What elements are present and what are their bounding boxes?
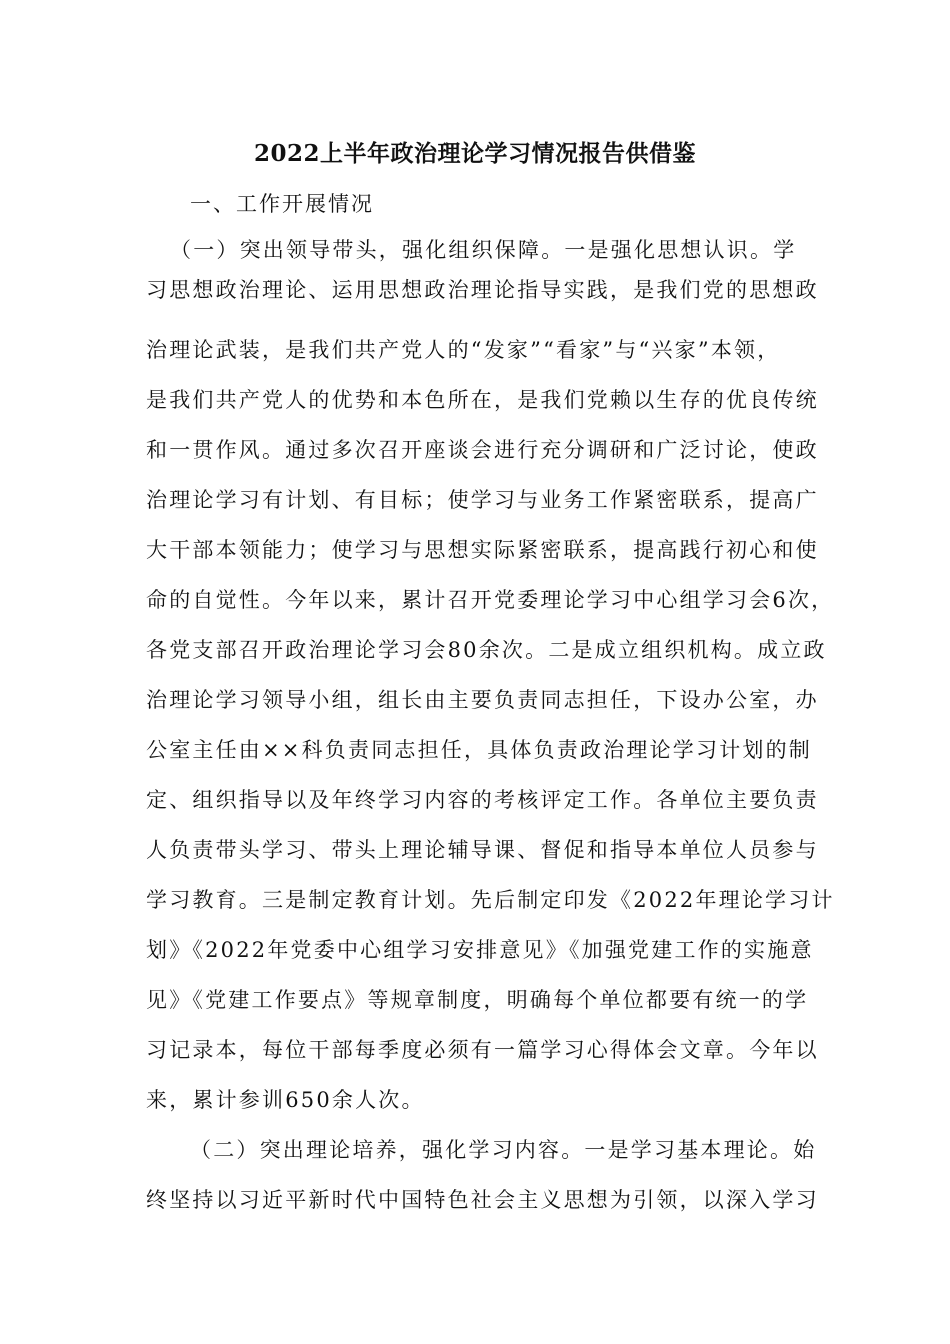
paragraph-line: （二）突出理论培养，强化学习内容。一是学习基本理论。始 <box>190 1138 817 1162</box>
paragraph-line: 见》《党建工作要点》等规章制度，明确每个单位都要有统一的学 <box>146 988 809 1012</box>
paragraph-line: 命的自觉性。今年以来，累计召开党委理论学习中心组学习会6次， <box>146 588 835 612</box>
paragraph-line: （一）突出领导带头，强化组织保障。一是强化思想认识。学 <box>170 238 797 262</box>
paragraph-line: 来，累计参训650余人次。 <box>146 1088 425 1112</box>
paragraph-line: 是我们共产党人的优势和本色所在，是我们党赖以生存的优良传统 <box>146 388 819 412</box>
paragraph-line: 人负责带头学习、带头上理论辅导课、督促和指导本单位人员参与 <box>146 838 819 862</box>
paragraph-line: 习思想政治理论、运用思想政治理论指导实践，是我们党的思想政 <box>146 278 819 302</box>
paragraph-line: 划》《2022年党委中心组学习安排意见》《加强党建工作的实施意 <box>146 938 814 962</box>
paragraph-line: 公室主任由××科负责同志担任，具体负责政治理论学习计划的制 <box>146 738 812 762</box>
paragraph-line: 定、组织指导以及年终学习内容的考核评定工作。各单位主要负责 <box>146 788 819 812</box>
paragraph-line: 治理论武装，是我们共产党人的“发家”“看家”与“兴家”本领， <box>146 338 781 362</box>
paragraph-line: 学习教育。三是制定教育计划。先后制定印发《2022年理论学习计 <box>146 888 835 912</box>
section-heading: 一、工作开展情况 <box>190 192 374 216</box>
paragraph-line: 和一贯作风。通过多次召开座谈会进行充分调研和广泛讨论，使政 <box>146 438 819 462</box>
paragraph-line: 大干部本领能力；使学习与思想实际紧密联系，提高践行初心和使 <box>146 538 819 562</box>
paragraph-line: 终坚持以习近平新时代中国特色社会主义思想为引领，以深入学习 <box>146 1188 819 1212</box>
paragraph-line: 治理论学习有计划、有目标；使学习与业务工作紧密联系，提高广 <box>146 488 819 512</box>
document-title: 2022上半年政治理论学习情况报告供借鉴 <box>253 140 696 167</box>
paragraph-line: 各党支部召开政治理论学习会80余次。二是成立组织机构。成立政 <box>146 638 827 662</box>
paragraph-line: 习记录本，每位干部每季度必须有一篇学习心得体会文章。今年以 <box>146 1038 819 1062</box>
paragraph-line: 治理论学习领导小组，组长由主要负责同志担任，下设办公室，办 <box>146 688 819 712</box>
